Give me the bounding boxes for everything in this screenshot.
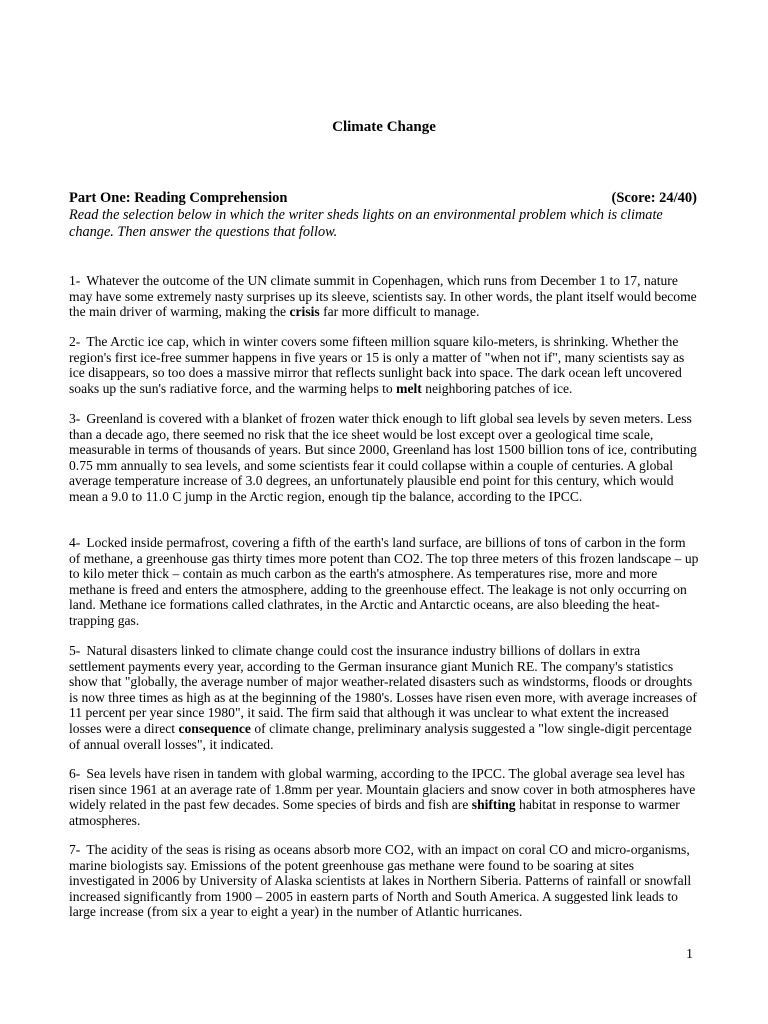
paragraph-4: 4- Locked inside permafrost, covering a fifth of the earth's land surface, are billions of tons of carbon in the form of methane, a greenhouse gas thirty times more potent than CO2. The top three meters of this frozen landscape – up to kilo meter thick – contain as much carbon as the earth's atmosphere. As temperatures rise, more and more methane is freed and enters the atmosphere, adding to the greenhouse effect. The leakage is not only occurring on land. Methane ice formations called clathrates, in the Arctic and Antarctic oceans, are also bleeding the heat-trapping gas. bbox=[69, 535, 699, 628]
keyword: consequence bbox=[178, 720, 251, 736]
score-label: (Score: 24/40) bbox=[611, 190, 697, 206]
paragraph-number: 1- bbox=[69, 273, 81, 288]
part-heading: Part One: Reading Comprehension bbox=[69, 190, 288, 206]
keyword: shifting bbox=[471, 797, 516, 813]
paragraph-number: 2- bbox=[69, 334, 81, 349]
keyword: melt bbox=[396, 380, 422, 396]
paragraph-number: 5- bbox=[69, 643, 81, 658]
paragraph-2: 2- The Arctic ice cap, which in winter covers some fifteen million square kilo-meters, is shrinking. Whether the region's first ice-free summer happens in five years or 15 is only a matter of "when not if", many scientists say as ice disappears, so too does a massive mirror that reflects sunlight back into space. The dark ocean left uncovered soaks up the sun's radiative force, and the warming helps to melt neighboring patches of ice. bbox=[69, 334, 685, 396]
paragraph-7: 7- The acidity of the seas is rising as oceans absorb more CO2, with an impact on coral CO and micro-organisms, marine biologists say. Emissions of the potent greenhouse gas methane were found to be soaring at sites investigated in 2006 by University of Alaska scientists at lakes in Northern Siberia. Patterns of rainfall or snowfall increased significantly from 1900 – 2005 in eastern parts of North and South America. A suggested link leads to large increase (from six a year to eight a year) in the number of Atlantic hurricanes. bbox=[69, 842, 692, 920]
paragraph-5: 5- Natural disasters linked to climate change could cost the insurance industry billions of dollars in extra settlement payments every year, according to the German insurance giant Munich RE. The company's statistics show that "globally, the average number of major weather-related disasters such as windstorms, floods or droughts is now three times as high as at the beginning of the 1980's. Losses have risen even more, with average increases of 11 percent per year since 1980", it said. The firm said that although it was unclear to what extent the increased losses were a direct consequence of climate change, preliminary analysis suggested a "low single-digit percentage of annual overall losses", it indicated. bbox=[69, 643, 697, 752]
document-title: Climate Change bbox=[332, 119, 436, 135]
instructions: Read the selection below in which the writer sheds lights on an environmental problem which is climate change. Then answer the questions that follow. bbox=[69, 207, 663, 240]
part-heading-row bbox=[69, 190, 697, 206]
page-number: 1 bbox=[686, 947, 693, 962]
paragraph-6: 6- Sea levels have risen in tandem with global warming, according to the IPCC. The global average sea level has risen since 1961 at an average rate of 1.8mm per year. Mountain glaciers and snow cover in both atmospheres have widely related in the past few decades. Some species of birds and fish are shifting habitat in response to warmer atmospheres. bbox=[69, 766, 696, 828]
paragraph-number: 3- bbox=[69, 411, 81, 426]
keyword: crisis bbox=[289, 304, 320, 320]
paragraph-number: 7- bbox=[69, 842, 81, 857]
paragraph-3: 3- Greenland is covered with a blanket of frozen water thick enough to lift global sea levels by seven meters. Less than a decade ago, there seemed no risk that the ice sheet would be lost except over a geological time scale, measurable in terms of thousands of years. But since 2000, Greenland has lost 1500 billion tons of ice, contributing 0.75 mm annually to sea levels, and some scientists fear it could collapse within a couple of centuries. A global average temperature increase of 3.0 degrees, an unfortunately plausible end point for this century, which would mean a 9.0 to 11.0 C jump in the Arctic region, enough tip the balance, according to the IPCC. bbox=[69, 411, 697, 504]
paragraph-1: 1- Whatever the outcome of the UN climate summit in Copenhagen, which runs from December 1 to 17, nature may have some extremely nasty surprises up its sleeve, scientists say. In other words, the plant itself would become the main driver of warming, making the crisis far more difficult to manage. bbox=[69, 273, 697, 320]
paragraph-number: 4- bbox=[69, 535, 81, 550]
paragraph-number: 6- bbox=[69, 766, 81, 781]
